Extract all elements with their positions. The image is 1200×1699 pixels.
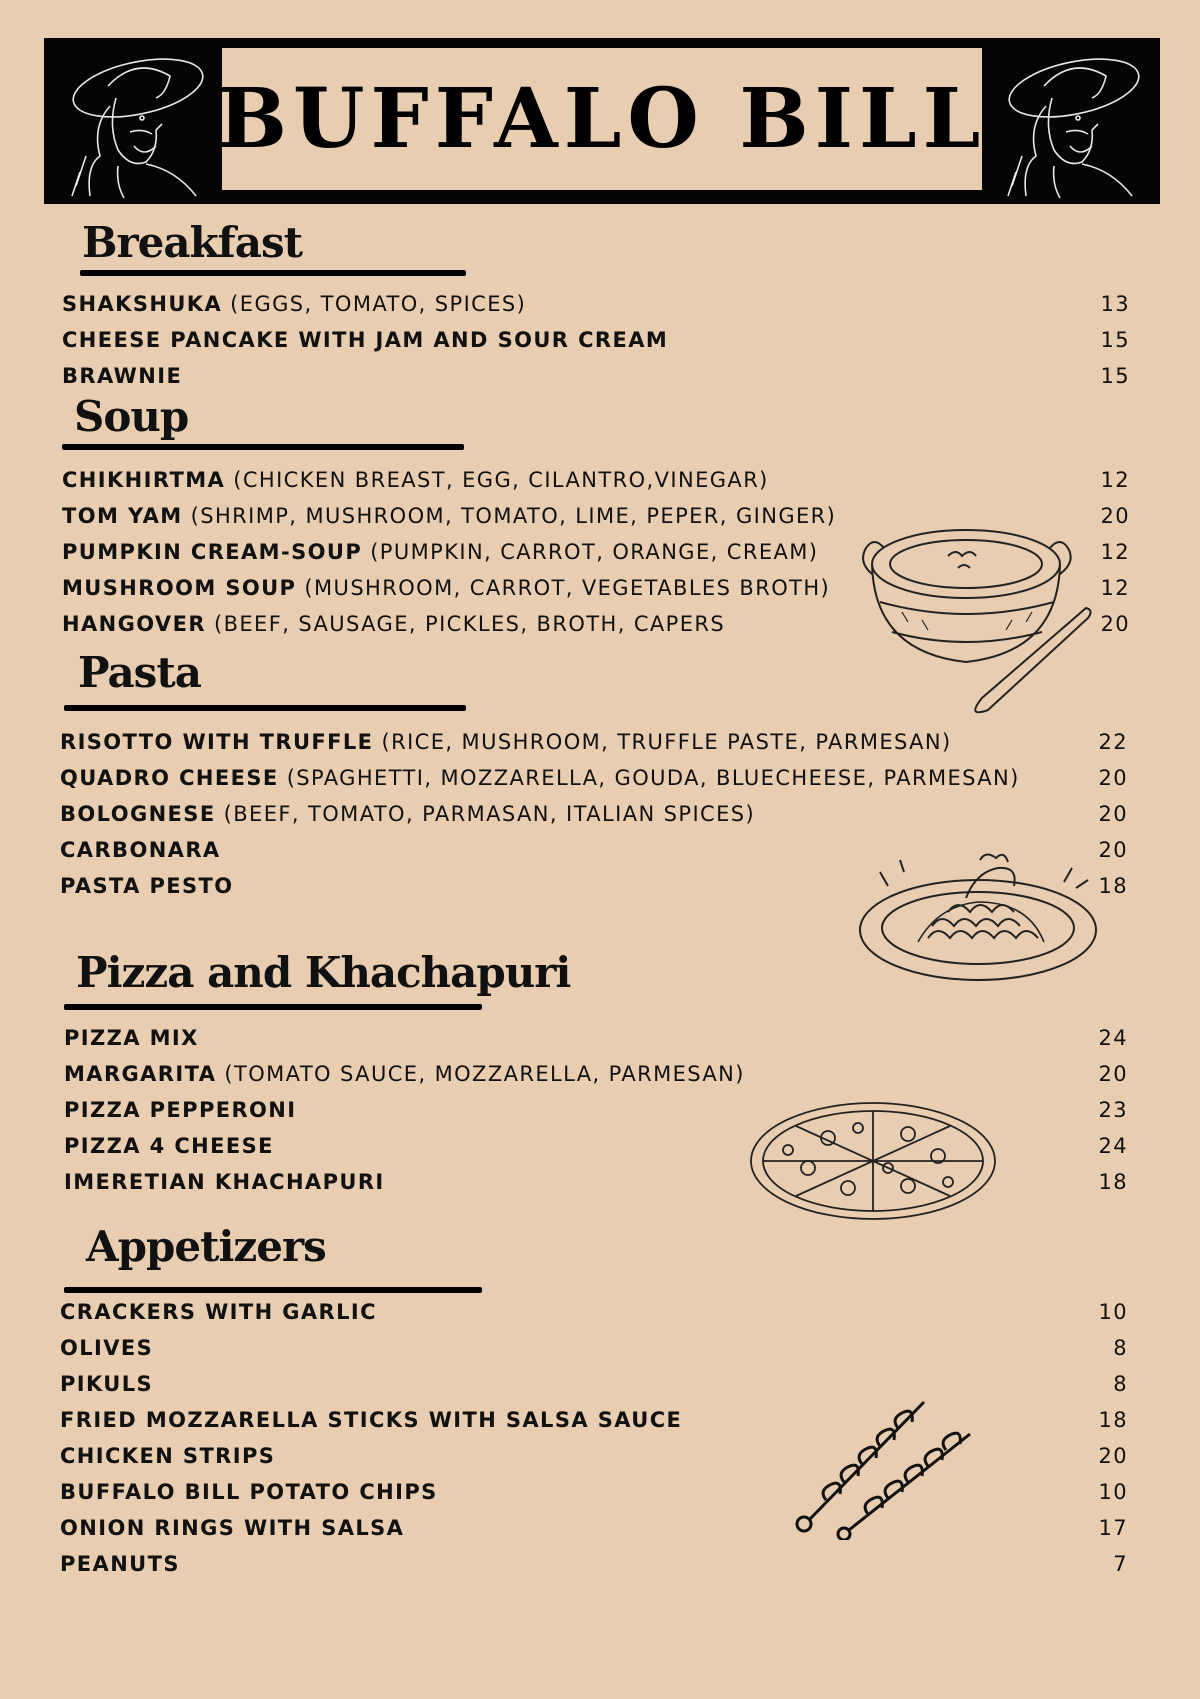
item-price: 22 <box>1098 730 1128 754</box>
menu-item <box>60 1333 1128 1363</box>
item-desc: (EGGS, TOMATO, SPICES) <box>222 292 527 316</box>
item-name: FRIED MOZZARELLA STICKS WITH SALSA SAUCE <box>60 1408 683 1432</box>
item-name: CARBONARA <box>60 838 221 862</box>
item-name: CHEESE PANCAKE WITH JAM AND SOUR CREAM <box>62 328 669 352</box>
menu-item <box>62 289 1130 319</box>
item-price: 23 <box>1098 1098 1128 1122</box>
header-banner <box>44 38 1160 204</box>
section-title-soup: Soup <box>74 392 189 441</box>
item-name: OLIVES <box>60 1336 154 1360</box>
item-name: PIZZA 4 CHEESE <box>64 1134 274 1158</box>
item-desc: (MUSHROOM, CARROT, VEGETABLES BROTH) <box>296 576 831 600</box>
skewers-icon <box>792 1388 982 1540</box>
item-name: RISOTTO WITH TRUFFLE <box>60 730 374 754</box>
item-price: 20 <box>1100 504 1130 528</box>
item-desc: (SHRIMP, MUSHROOM, TOMATO, LIME, PEPER, GINGER) <box>182 504 837 528</box>
item-price: 20 <box>1098 802 1128 826</box>
item-name: HANGOVER <box>62 612 206 636</box>
item-name: SHAKSHUKA <box>62 292 223 316</box>
item-price: 12 <box>1100 540 1130 564</box>
section-divider <box>62 444 464 450</box>
item-name: BRAWNIE <box>62 364 183 388</box>
item-price: 15 <box>1100 328 1130 352</box>
menu-item <box>62 325 1130 355</box>
menu-item <box>64 1023 1128 1053</box>
item-desc: (SPAGHETTI, MOZZARELLA, GOUDA, BLUECHEESE, PARMESAN) <box>278 766 1020 790</box>
menu-item <box>60 1549 1128 1579</box>
banner-title-box <box>217 48 987 190</box>
section-title-breakfast: Breakfast <box>82 218 302 267</box>
item-price: 8 <box>1113 1372 1128 1396</box>
item-price: 20 <box>1098 766 1128 790</box>
item-price: 7 <box>1113 1552 1128 1576</box>
pasta-plate-icon <box>858 846 1102 988</box>
item-name: QUADRO CHEESE <box>60 766 279 790</box>
item-price: 18 <box>1098 1408 1128 1432</box>
menu-item <box>60 763 1128 793</box>
item-desc: (PUMPKIN, CARROT, ORANGE, CREAM) <box>362 540 819 564</box>
item-price: 10 <box>1098 1480 1128 1504</box>
section-divider <box>64 705 466 711</box>
item-price: 18 <box>1098 1170 1128 1194</box>
restaurant-name: BUFFALO BILL <box>217 71 987 167</box>
item-name: MUSHROOM SOUP <box>62 576 297 600</box>
item-name: CHICKEN STRIPS <box>60 1444 276 1468</box>
menu-item <box>60 727 1128 757</box>
item-desc: (RICE, MUSHROOM, TRUFFLE PASTE, PARMESAN) <box>373 730 952 754</box>
item-name: PUMPKIN CREAM-SOUP <box>62 540 363 564</box>
item-desc: (TOMATO SAUCE, MOZZARELLA, PARMESAN) <box>216 1062 745 1086</box>
section-title-pasta: Pasta <box>78 648 201 697</box>
item-desc: (BEEF, TOMATO, PARMASAN, ITALIAN SPICES) <box>215 802 756 826</box>
section-title-appetizers: Appetizers <box>86 1222 326 1271</box>
item-name: PEANUTS <box>60 1552 180 1576</box>
item-price: 20 <box>1098 1062 1128 1086</box>
cowboy-portrait-icon <box>982 46 1158 200</box>
section-divider <box>64 1287 482 1293</box>
item-name: ONION RINGS WITH SALSA <box>60 1516 405 1540</box>
item-price: 10 <box>1098 1300 1128 1324</box>
item-price: 12 <box>1100 576 1130 600</box>
item-name: PIZZA PEPPERONI <box>64 1098 297 1122</box>
pizza-icon <box>748 1098 998 1224</box>
item-price: 17 <box>1098 1516 1128 1540</box>
item-desc: (CHICKEN BREAST, EGG, CILANTRO,VINEGAR) <box>225 468 769 492</box>
item-desc: (BEEF, SAUSAGE, PICKLES, BROTH, CAPERS <box>205 612 726 636</box>
item-price: 24 <box>1098 1134 1128 1158</box>
item-name: TOM YAM <box>62 504 183 528</box>
menu-item <box>62 361 1130 391</box>
item-price: 20 <box>1100 612 1130 636</box>
item-price: 13 <box>1100 292 1130 316</box>
item-price: 15 <box>1100 364 1130 388</box>
item-price: 18 <box>1098 874 1128 898</box>
menu-item <box>60 1297 1128 1327</box>
item-name: BOLOGNESE <box>60 802 216 826</box>
section-divider <box>64 1004 482 1010</box>
item-price: 20 <box>1098 838 1128 862</box>
menu-item <box>60 799 1128 829</box>
menu-item <box>62 465 1130 495</box>
item-name: CRACKERS WITH GARLIC <box>60 1300 377 1324</box>
item-price: 24 <box>1098 1026 1128 1050</box>
section-divider <box>80 270 466 276</box>
cowboy-portrait-icon <box>46 46 222 200</box>
item-name: BUFFALO BILL POTATO CHIPS <box>60 1480 438 1504</box>
item-price: 20 <box>1098 1444 1128 1468</box>
item-name: CHIKHIRTMA <box>62 468 226 492</box>
menu-item <box>64 1059 1128 1089</box>
soup-pot-icon <box>862 522 1102 718</box>
section-title-pizza-and-khachapuri: Pizza and Khachapuri <box>76 948 571 997</box>
item-name: PIZZA MIX <box>64 1026 199 1050</box>
item-name: PASTA PESTO <box>60 874 234 898</box>
item-name: IMERETIAN KHACHAPURI <box>64 1170 385 1194</box>
item-name: PIKULS <box>60 1372 154 1396</box>
item-price: 8 <box>1113 1336 1128 1360</box>
item-price: 12 <box>1100 468 1130 492</box>
item-name: MARGARITA <box>64 1062 217 1086</box>
